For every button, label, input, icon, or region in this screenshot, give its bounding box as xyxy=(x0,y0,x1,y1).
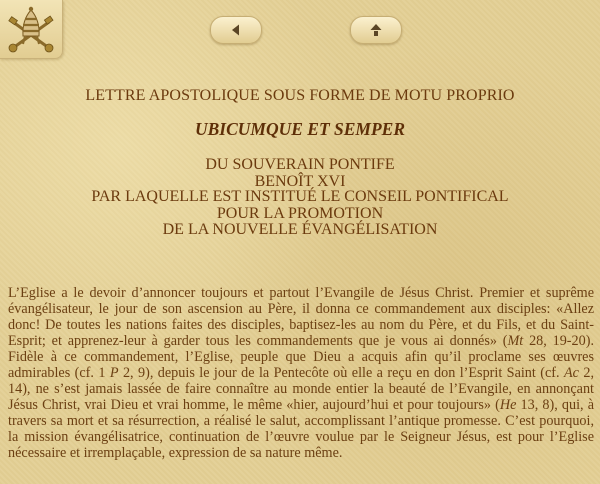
subtitle-line-2: BENOÎT XVI xyxy=(254,173,346,190)
scripture-reference: Ac xyxy=(563,365,579,381)
body-text-part: 28, 19-20). Fidèle à ce commandement, l’Eglise, peuple que Dieu a acquis afin qu’il proclame ses œuvres admirables (cf. 1 xyxy=(8,333,594,381)
subtitle-line-1: DU SOUVERAIN PONTIFE xyxy=(205,156,395,173)
body-text-part: 2, 9), depuis le jour de la Pentecôte où elle a reçu en don l’Esprit Saint (cf. xyxy=(118,365,564,381)
subtitle-line-5: DE LA NOUVELLE ÉVANGÉLISATION xyxy=(162,221,438,238)
arrow-left-icon xyxy=(211,17,261,43)
papal-coat-of-arms-icon xyxy=(5,4,57,54)
arrow-up-icon xyxy=(351,17,401,43)
document-type: LETTRE APOSTOLIQUE SOUS FORME DE MOTU PROPRIO xyxy=(85,87,515,104)
body-text-part: 2, 14), ne s’est jamais lassée de faire connaître au monde entier la beauté de l’Evangile, en annonçant Jésus Christ, vrai Dieu et vrai homme, le même «hier, aujourd’hui et pour toujours» ( xyxy=(8,365,594,413)
scripture-reference: Mt xyxy=(507,333,524,349)
body-text-part: 13, 8), qui, à travers sa mort et sa résurrection, a réalisé le salut, accomplissant l’antique promesse. C’est pourquoi, la mission évangélisatrice, continuation de l’œuvre voulue par le Seigneur Jésus, est pour l’Eglise nécessaire et irremplaçable, expression de sa nature même. xyxy=(8,397,595,461)
scripture-reference: He xyxy=(499,397,517,413)
back-button[interactable] xyxy=(210,16,262,44)
subtitle-line-4: POUR LA PROMOTION xyxy=(216,205,384,222)
scripture-reference: P xyxy=(109,365,119,381)
up-button[interactable] xyxy=(350,16,402,44)
home-logo-link[interactable] xyxy=(0,0,63,59)
document-title: UBICUMQUE ET SEMPER xyxy=(194,119,406,139)
body-text-part: L’Eglise a le devoir d’annoncer toujours et partout l’Evangile de Jésus Christ. Premier et suprême évangélisateur, le jour de son ascension au Père, il donna ce commandement aux disciples: «Allez donc! De toutes les nations faites des disciples, baptisez-les au nom du Père, et du Fils, et du Saint-Esprit; et apprenez-leur à garder tous les commandements que je vous ai donnés» ( xyxy=(8,285,594,349)
body-paragraph xyxy=(8,285,594,461)
subtitle-line-3: PAR LAQUELLE EST INSTITUÉ LE CONSEIL PONTIFICAL xyxy=(91,188,509,205)
